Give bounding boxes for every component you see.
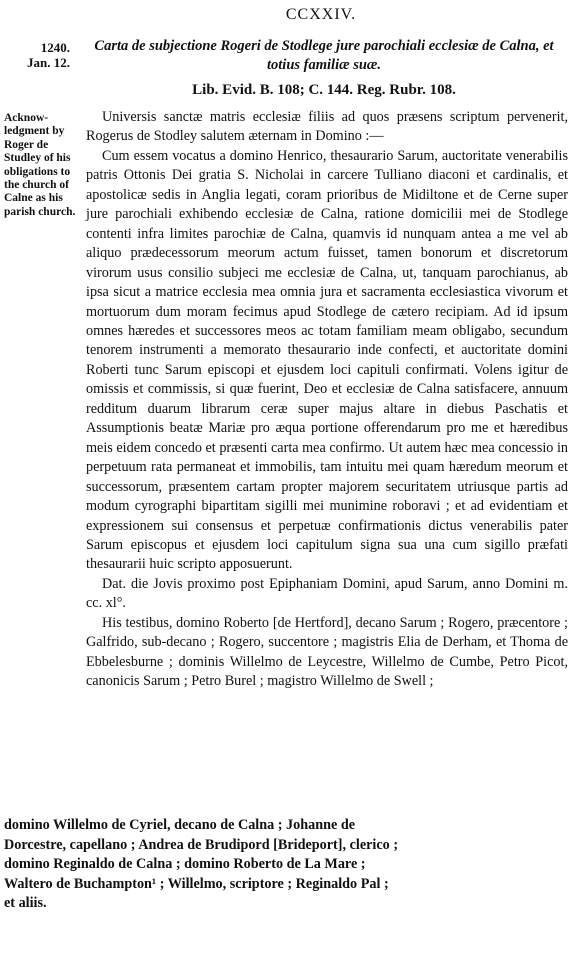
- witnesses-paragraph: His testibus, domino Roberto [de Hertford], decano Sarum ; Rogero, præcentore ; Galfrido, sub-decano ; Rogero, succentore ; magistris Elia de Derham, et Thoma de Ebbelesburne ; dominis Willelmo de Leycestre, Willelmo de Cumbe, Petro Picot, canonicis Sarum ; Petro Burel ; magistro Willelmo de Swell ;: [86, 614, 568, 690]
- tail-line: domino Willelmo de Cyriel, decano de Calna ; Johanne de: [4, 817, 356, 833]
- margin-summary: Acknowledgment by Roger de Studley of his obligations to the church of Calne as his parish church.: [4, 112, 76, 218]
- tail-line: et aliis.: [4, 895, 47, 911]
- charter-number: CCXXIV.: [285, 6, 357, 23]
- charter-title: Carta de subjectione Rogeri de Stodlege jure parochiali ecclesiæ de Calna, et totius familiæ suæ.: [94, 38, 554, 73]
- charter-date: [4, 40, 70, 70]
- salutation-paragraph: Universis sanctæ matris ecclesiæ filiis ad quos præsens scriptum pervenerit, Rogerus de Stodley salutem æternam in Domino :—: [86, 109, 568, 145]
- date-year: 1240.: [40, 40, 70, 55]
- charter-body: [86, 108, 568, 692]
- date-day: Jan. 12.: [27, 55, 70, 70]
- dating-paragraph: Dat. die Jovis proximo post Epiphaniam Domini, apud Sarum, anno Domini m. cc. xl°.: [86, 575, 568, 612]
- witnesses-continued: [4, 816, 568, 914]
- tail-line: Waltero de Buchampton¹ ; Willelmo, scriptore ; Reginaldo Pal ;: [4, 875, 389, 892]
- source-references: Lib. Evid. B. 108; C. 144. Reg. Rubr. 108.: [192, 82, 456, 98]
- tail-line: Dorcestre, capellano ; Andrea de Brudipord [Brideport], clerico ;: [4, 836, 399, 853]
- tail-line: domino Reginaldo de Calna ; domino Roberto de La Mare ;: [4, 856, 366, 872]
- main-paragraph: Cum essem vocatus a domino Henrico, thesaurario Sarum, auctoritate venerabilis patris Ottonis Dei gratia S. Nicholai in carcere Tulliano diaconi et cardinalis, et apostolicæ sedis in Anglia legati, coram prioribus de Midiltone et de Cerne super jure parochiali exhibendo ecclesiæ de Calna, ratione domicilii mei de Stodlege contenti infra limites parochiæ de Calna, quamvis id nunquam antea a me vel ab aliquo prædecessorum meorum actum fuisset, tamen bonorum et discretorum virorum usus consilio subjeci me ecclesiæ de Calna, ut, tanquam parochianus, ab ipsa sicut a matrice ecclesia mea omnia jura et sacramenta ecclesiastica vivorum et mortuorum dum moram fecimus apud Stodlege de cætero recipiam. Ad id ipsum omnes hæredes et successores meos ac totam familiam meam obligabo, secundum tenorem instrumenti a memorato thesaurario inde confecti, et auctoritate domini Roberti tunc Sarum episcopi et ejusdem loci capituli confirmati. Volens igitur de omissis et commissis, si quæ fuerint, Deo et ecclesiæ de Calna satisfacere, annuum redditum duarum librarum ceræ super majus altare in diebus Paschatis et Assumptionis beatæ Mariæ pro æqua portione offerendarum pro me et hæredibus meis eidem concedo et præsenti carta mea confirmo. Ut autem hæc mea concessio in perpetuum rata permaneat et immobilis, tam intuitu mei quam hæredum meorum et successorum, præsentem cartam propter majorem securitatem utriusque partis ad modum cyrographi bipartitam sigilli mei munimine roboravi ; et ad evidentiam et expressionem sui consensus et perpetuæ confirmationis dictus venerabilis pater Sarum episcopus et ejusdem loci capitulum signa sua una cum sigillo præfati thesaurarii huic scripto apposuerunt.: [86, 147, 568, 573]
